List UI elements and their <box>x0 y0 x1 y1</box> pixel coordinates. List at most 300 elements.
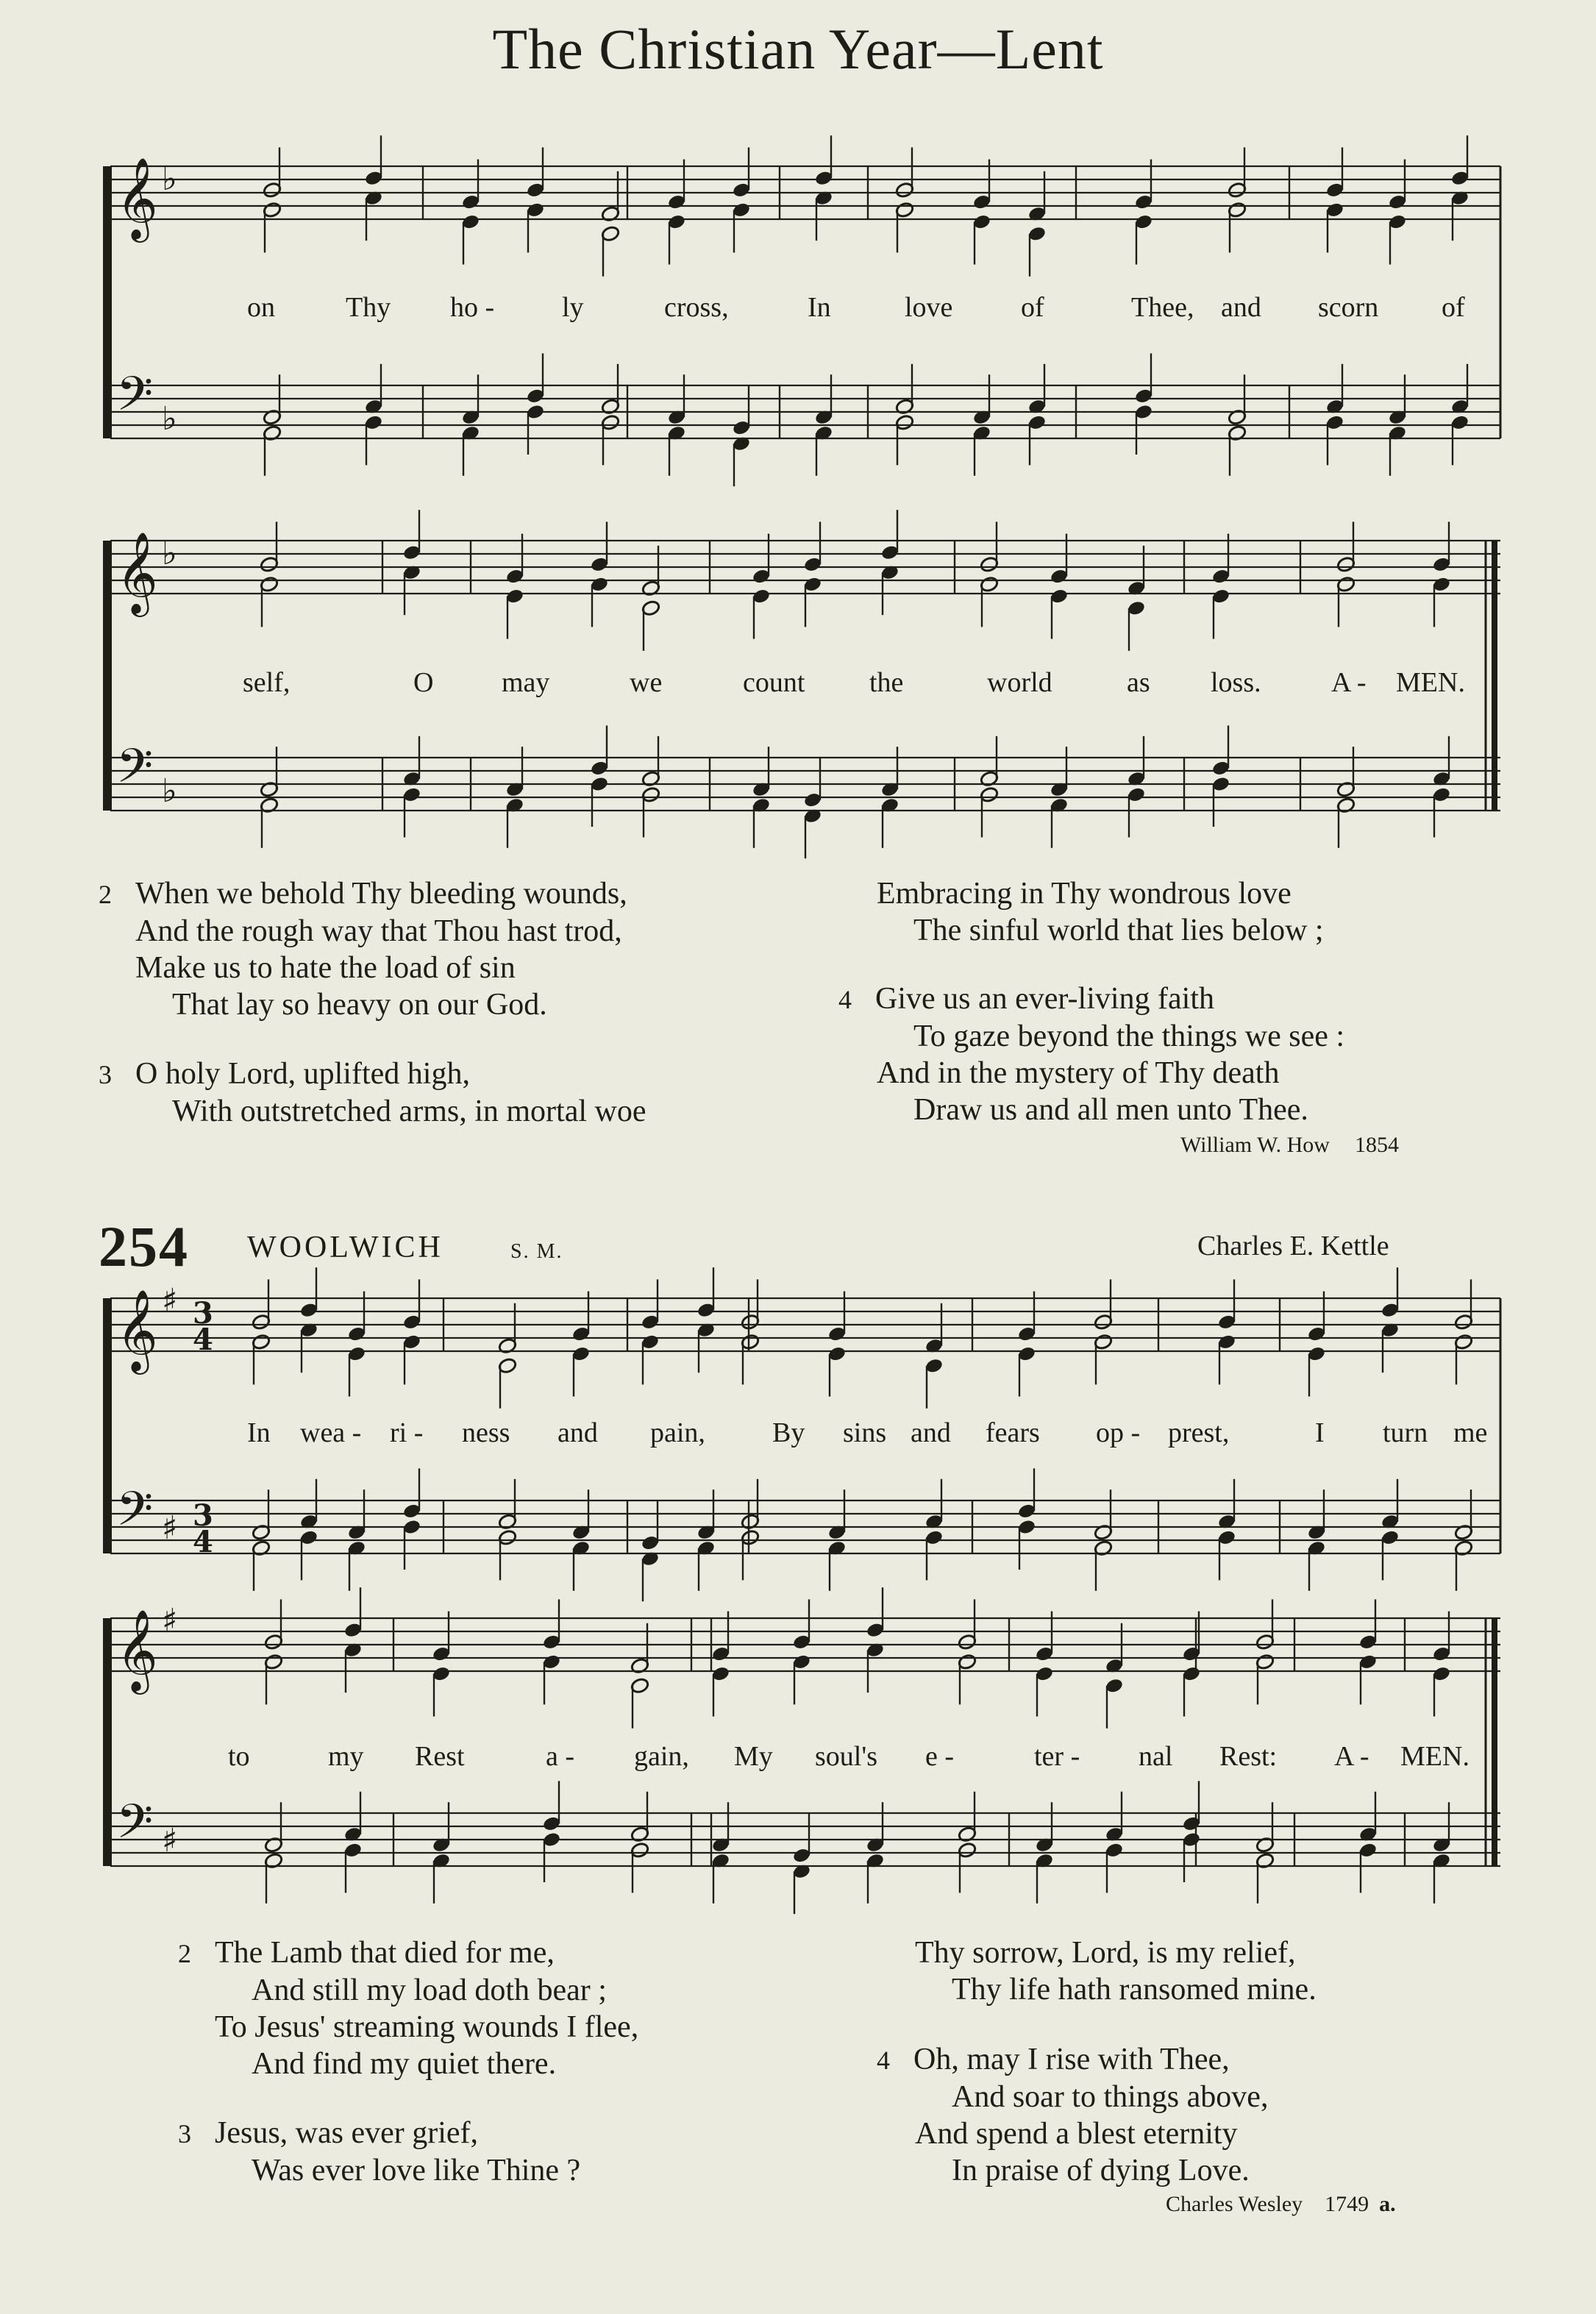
note <box>402 1518 421 1570</box>
lyric-syllable: ter - <box>1034 1741 1080 1772</box>
note <box>299 1479 318 1531</box>
note <box>1027 225 1047 277</box>
note <box>895 147 914 199</box>
hymn-254-verse-4: 4 Oh, may I rise with Thee, And soar to things above, And spend a blest eternity In praise of dying Love. <box>877 2043 1269 2187</box>
note <box>1388 213 1407 265</box>
note <box>461 213 480 265</box>
note <box>641 786 660 838</box>
note <box>1211 588 1230 639</box>
lyric-syllable: op - <box>1096 1417 1141 1448</box>
note <box>1134 213 1153 265</box>
note <box>498 1357 517 1409</box>
note <box>347 1489 366 1541</box>
note <box>1182 1665 1201 1717</box>
note <box>364 414 383 466</box>
lyric-syllable: we <box>630 667 663 698</box>
key-signature-sharp: ♯ <box>162 1282 178 1320</box>
note <box>732 147 751 199</box>
system-bracket <box>103 1618 109 1866</box>
lyric-syllable: By <box>772 1417 805 1448</box>
note <box>1336 576 1355 627</box>
note <box>1228 202 1247 253</box>
note <box>641 1334 660 1385</box>
note <box>1255 1802 1275 1854</box>
note <box>402 564 421 616</box>
note <box>880 510 899 561</box>
composer: Charles E. Kettle <box>1197 1231 1389 1261</box>
note <box>402 1334 421 1385</box>
note <box>1211 775 1230 827</box>
system-bracket <box>103 166 109 438</box>
note <box>1182 1831 1201 1882</box>
note <box>1217 1279 1236 1331</box>
hymn-254-author-credit: Charles Wesley 1749 a. <box>1166 2192 1396 2216</box>
lyric-syllable: In <box>808 292 831 323</box>
note <box>866 1852 885 1904</box>
note <box>1307 1539 1326 1591</box>
bass-clef: 𝄢 <box>116 1482 154 1548</box>
lyric-syllable: A - <box>1331 667 1367 698</box>
note <box>590 775 609 827</box>
note <box>252 1539 271 1591</box>
meter: S. M. <box>510 1240 563 1263</box>
note <box>803 808 822 859</box>
note <box>1035 1802 1054 1854</box>
lyric-syllable: ly <box>562 292 584 323</box>
lyric-syllable: cross, <box>664 292 729 323</box>
hymn-number: 254 <box>99 1214 189 1278</box>
note <box>526 403 545 455</box>
note <box>542 1653 561 1705</box>
note <box>1307 1489 1326 1541</box>
note <box>590 725 609 777</box>
final-barline <box>1492 1618 1497 1866</box>
note <box>980 736 999 788</box>
note <box>980 786 999 838</box>
final-barline <box>1492 541 1497 811</box>
note <box>697 1489 716 1541</box>
note <box>461 374 480 426</box>
note <box>697 1539 716 1591</box>
note <box>1358 1653 1378 1705</box>
note <box>252 1279 271 1331</box>
note <box>263 147 282 199</box>
bass-clef: 𝄢 <box>116 739 154 805</box>
note <box>526 147 545 199</box>
note <box>402 1279 421 1331</box>
system-bracket <box>103 541 109 811</box>
lyric-syllable: A - <box>1334 1741 1369 1772</box>
key-signature-flat: ♭ <box>162 535 177 572</box>
note <box>260 521 279 573</box>
note <box>1325 202 1344 253</box>
note <box>814 135 833 187</box>
lyric-syllable: ho - <box>450 292 495 323</box>
note <box>792 1813 811 1865</box>
note <box>1432 521 1451 573</box>
note <box>505 797 524 848</box>
note <box>1255 1852 1275 1904</box>
note <box>792 1863 811 1915</box>
note <box>1381 1322 1400 1373</box>
note <box>630 1677 649 1729</box>
note <box>1127 786 1146 838</box>
note <box>264 1802 283 1854</box>
lyric-syllable: world <box>987 667 1052 698</box>
note <box>601 364 620 416</box>
note <box>827 1345 847 1397</box>
note <box>972 213 991 265</box>
note <box>1381 1529 1400 1581</box>
note <box>958 1599 977 1651</box>
note <box>1450 190 1469 241</box>
note <box>1035 1665 1054 1717</box>
note <box>1050 747 1069 798</box>
note <box>260 576 279 627</box>
time-signature-top: 3 <box>193 1296 213 1331</box>
note <box>667 213 686 265</box>
lyric-syllable: loss. <box>1211 667 1261 698</box>
note <box>827 1489 847 1541</box>
tune-name: WOOLWICH <box>247 1231 443 1264</box>
lyric-syllable: fears <box>986 1417 1040 1448</box>
note <box>895 414 914 466</box>
note <box>1336 747 1355 798</box>
note <box>1381 1479 1400 1531</box>
note <box>1358 1599 1378 1651</box>
note <box>364 190 383 241</box>
key-signature-sharp: ♯ <box>162 1822 178 1859</box>
note <box>711 1802 730 1854</box>
note <box>601 414 620 466</box>
note <box>1027 364 1047 416</box>
lyric-syllable: scorn <box>1318 292 1379 323</box>
note <box>1105 1842 1124 1893</box>
lyric-syllable: In <box>247 1417 271 1448</box>
note <box>1050 588 1069 639</box>
note <box>980 576 999 627</box>
note <box>1255 1653 1275 1705</box>
lyric-syllable: and <box>911 1417 951 1448</box>
note <box>641 1279 660 1331</box>
note <box>792 1599 811 1651</box>
lyric-syllable: prest, <box>1168 1417 1230 1448</box>
note <box>1388 424 1407 476</box>
note <box>741 1334 760 1385</box>
note <box>1035 1852 1054 1904</box>
hymn-254-verse-3a: 3 Jesus, was ever grief, Was ever love like Thine ? <box>178 2116 581 2187</box>
note <box>667 424 686 476</box>
note <box>402 510 421 561</box>
note <box>641 736 660 788</box>
note <box>1255 1599 1275 1651</box>
note <box>1307 1345 1326 1397</box>
time-signature-bottom: 4 <box>193 1322 213 1357</box>
note <box>1432 1665 1451 1717</box>
note <box>1336 797 1355 848</box>
note <box>752 797 771 848</box>
note <box>264 1852 283 1904</box>
time-signature-bottom: 4 <box>193 1525 213 1559</box>
note <box>1134 403 1153 455</box>
note <box>1017 1518 1036 1570</box>
note <box>263 424 282 476</box>
note <box>803 576 822 627</box>
note <box>432 1852 451 1904</box>
note <box>895 202 914 253</box>
note <box>1454 1279 1473 1331</box>
system-bracket <box>103 1298 109 1553</box>
note <box>641 1551 660 1602</box>
lyric-syllable: wea - <box>300 1417 362 1448</box>
note <box>1050 797 1069 848</box>
note <box>880 564 899 616</box>
lyric-syllable: pain, <box>650 1417 705 1448</box>
lyric-syllable: I <box>1315 1417 1325 1448</box>
note <box>880 797 899 848</box>
bass-clef: 𝄢 <box>116 367 154 433</box>
note <box>1228 424 1247 476</box>
note <box>571 1539 591 1591</box>
hymn-254-verse-2: 2 The Lamb that died for me, And still my load doth bear ; To Jesus' streaming wounds I flee, And find my quiet there. <box>178 1936 639 2081</box>
note <box>1094 1539 1113 1591</box>
lyric-syllable: of <box>1021 292 1044 323</box>
note <box>260 797 279 848</box>
hymn-253-author-credit: William W. How 1854 <box>1180 1133 1399 1157</box>
lyric-syllable: count <box>743 667 805 698</box>
note <box>590 576 609 627</box>
note <box>958 1792 977 1843</box>
note <box>866 1587 885 1639</box>
note <box>697 1267 716 1319</box>
hymn-253-verse-3a: 3 O holy Lord, uplifted high, With outstretched arms, in mortal woe <box>99 1057 646 1128</box>
lyric-syllable: gain, <box>634 1741 689 1772</box>
note <box>1432 576 1451 627</box>
note <box>641 1500 660 1552</box>
note <box>590 521 609 573</box>
note <box>571 1489 591 1541</box>
note <box>1454 1539 1473 1591</box>
note <box>827 1539 847 1591</box>
note <box>542 1831 561 1882</box>
note <box>1127 736 1146 788</box>
note <box>526 353 545 405</box>
note <box>1017 1345 1036 1397</box>
note <box>343 1642 363 1693</box>
note <box>343 1587 363 1639</box>
note <box>667 374 686 426</box>
note <box>814 190 833 241</box>
note <box>252 1489 271 1541</box>
treble-clef: 𝄞 <box>116 531 158 613</box>
bass-clef: 𝄢 <box>116 1795 154 1861</box>
lyric-syllable: O <box>413 667 434 698</box>
note <box>1432 786 1451 838</box>
note <box>1211 725 1230 777</box>
lyric-syllable: Thy <box>346 292 391 323</box>
treble-clef: 𝄞 <box>116 1289 158 1371</box>
note <box>347 1345 366 1397</box>
hymn-254-verse-3b: Thy sorrow, Lord, is my relief, Thy life hath ransomed mine. <box>915 1936 1317 2007</box>
lyric-syllable: nal <box>1139 1741 1173 1772</box>
treble-clef: 𝄞 <box>116 1609 158 1691</box>
lyric-syllable: as <box>1127 667 1150 698</box>
note <box>866 1642 885 1693</box>
note <box>630 1842 649 1893</box>
lyric-syllable: ri - <box>390 1417 424 1448</box>
lyric-syllable: Thee, <box>1131 292 1194 323</box>
note <box>461 424 480 476</box>
note <box>1027 414 1047 466</box>
note <box>347 1539 366 1591</box>
note <box>498 1529 517 1581</box>
note <box>343 1792 363 1843</box>
note <box>980 521 999 573</box>
lyric-syllable: My <box>734 1741 773 1772</box>
note <box>364 135 383 187</box>
note <box>505 588 524 639</box>
note <box>641 599 660 651</box>
key-signature-sharp: ♯ <box>162 1509 178 1547</box>
note <box>711 1852 730 1904</box>
note <box>1105 1677 1124 1729</box>
note <box>958 1842 977 1893</box>
lyric-syllable: MEN. <box>1400 1741 1469 1772</box>
note <box>1381 1267 1400 1319</box>
note <box>263 202 282 253</box>
lyric-syllable: MEN. <box>1396 667 1465 698</box>
note <box>364 364 383 416</box>
note <box>1094 1279 1113 1331</box>
note <box>1358 1842 1378 1893</box>
note <box>792 1653 811 1705</box>
note <box>343 1842 363 1893</box>
note <box>263 374 282 426</box>
key-signature-flat: ♭ <box>162 400 177 438</box>
lyric-syllable: sins <box>843 1417 887 1448</box>
lyric-syllable: the <box>869 667 904 698</box>
note <box>260 747 279 798</box>
hymn-253-verse-2: 2 When we behold Thy bleeding wounds, And the rough way that Thou hast trod, Make us to hate the load of sin That lay so heavy on our God. <box>99 877 627 1022</box>
note <box>402 1468 421 1520</box>
note <box>1325 414 1344 466</box>
note <box>601 225 620 277</box>
note <box>732 385 751 437</box>
note <box>402 786 421 838</box>
note <box>741 1529 760 1581</box>
note <box>1217 1334 1236 1385</box>
note <box>299 1267 318 1319</box>
note <box>1454 1334 1473 1385</box>
note <box>526 202 545 253</box>
note <box>803 521 822 573</box>
lyric-syllable: to <box>228 1741 250 1772</box>
note <box>264 1653 283 1705</box>
note <box>1127 599 1146 651</box>
note <box>958 1653 977 1705</box>
note <box>402 736 421 788</box>
note <box>630 1792 649 1843</box>
note <box>752 747 771 798</box>
lyric-syllable: self, <box>243 667 291 698</box>
hymn-253-verse-3b: Embracing in Thy wondrous love The sinful world that lies below ; <box>877 877 1324 947</box>
note <box>1325 147 1344 199</box>
note <box>814 374 833 426</box>
time-signature-top: 3 <box>193 1498 213 1533</box>
note <box>571 1345 591 1397</box>
note <box>1182 1781 1201 1832</box>
note <box>1094 1334 1113 1385</box>
note <box>803 758 822 809</box>
note <box>432 1802 451 1854</box>
note <box>1450 414 1469 466</box>
note <box>711 1665 730 1717</box>
note <box>1134 353 1153 405</box>
lyric-syllable: soul's <box>815 1741 877 1772</box>
note <box>880 747 899 798</box>
note <box>299 1529 318 1581</box>
lyric-syllable: and <box>557 1417 598 1448</box>
note <box>972 424 991 476</box>
hymn-253-verse-4: 4 Give us an ever-living faith To gaze beyond the things we see : And in the mystery of Thy death Draw us and all men unto Thee. <box>838 982 1345 1127</box>
note <box>1105 1792 1124 1843</box>
note <box>1217 1479 1236 1531</box>
lyric-syllable: may <box>502 667 550 698</box>
lyric-syllable: of <box>1442 292 1465 323</box>
note <box>972 374 991 426</box>
key-signature-flat: ♭ <box>162 160 177 198</box>
note <box>1017 1468 1036 1520</box>
note <box>866 1802 885 1854</box>
note <box>1432 736 1451 788</box>
note <box>895 364 914 416</box>
note <box>1336 521 1355 573</box>
lyric-syllable: and <box>1221 292 1261 323</box>
lyric-syllable: love <box>905 292 953 323</box>
lyric-syllable: me <box>1453 1417 1488 1448</box>
note <box>542 1781 561 1832</box>
note <box>741 1479 760 1531</box>
note <box>697 1322 716 1373</box>
note <box>925 1357 944 1409</box>
note <box>1228 374 1247 426</box>
note <box>432 1665 451 1717</box>
note <box>1228 147 1247 199</box>
note <box>1217 1529 1236 1581</box>
note <box>741 1279 760 1331</box>
lyric-syllable: my <box>328 1741 364 1772</box>
note <box>1358 1792 1378 1843</box>
note <box>498 1479 517 1531</box>
lyric-syllable: turn <box>1383 1417 1428 1448</box>
note <box>1432 1802 1451 1854</box>
note <box>1454 1489 1473 1541</box>
note <box>925 1529 944 1581</box>
lyric-syllable: Rest <box>415 1741 465 1772</box>
page-title: The Christian Year—Lent <box>492 17 1104 81</box>
note <box>1450 135 1469 187</box>
lyric-syllable: ness <box>462 1417 510 1448</box>
note <box>1450 364 1469 416</box>
note <box>299 1322 318 1373</box>
key-signature-sharp: ♯ <box>162 1602 178 1640</box>
note <box>252 1334 271 1385</box>
note <box>752 588 771 639</box>
note <box>814 424 833 476</box>
note <box>1325 364 1344 416</box>
note <box>505 747 524 798</box>
note <box>925 1479 944 1531</box>
